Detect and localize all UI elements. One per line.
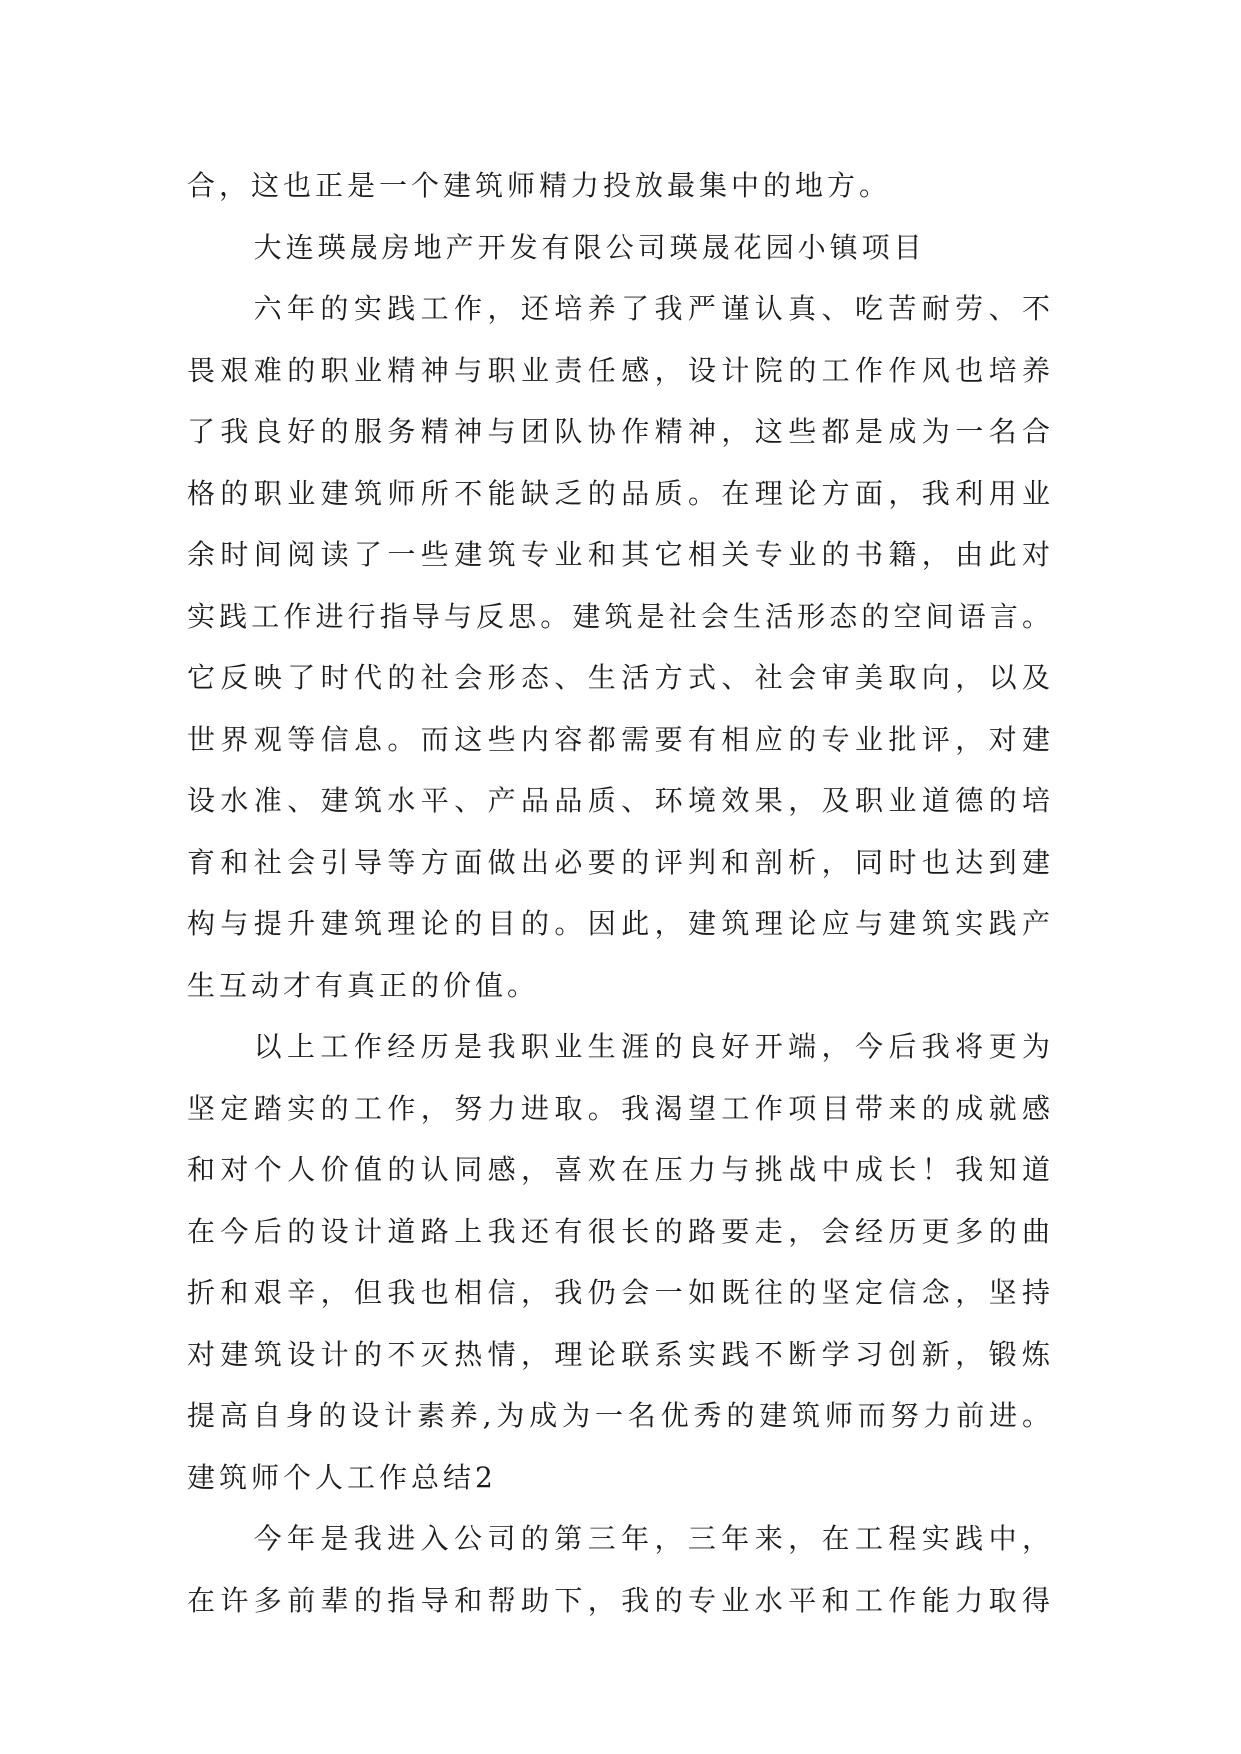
- text-line: 以上工作经历是我职业生涯的良好开端，今后我将更为: [253, 1030, 1054, 1063]
- text-line: 大连瑛晟房地产开发有限公司瑛晟花园小镇项目: [253, 230, 926, 264]
- paragraph-continuation: [187, 155, 1054, 217]
- text-line: 了我良好的服务精神与团队协作精神，这些都是成为一名合: [187, 415, 1054, 448]
- text-line: 对建筑设计的不灭热情，理论联系实践不断学习创新，锻炼: [187, 1337, 1054, 1371]
- text-line: 生互动才有真正的价值。: [187, 968, 540, 1002]
- text-line: 折和艰辛，但我也相信，我仍会一如既往的坚定信念，坚持: [187, 1276, 1054, 1309]
- text-line: 在今后的设计道路上我还有很长的路要走，会经历更多的曲: [187, 1214, 1054, 1248]
- text-line: 坚定踏实的工作，努力进取。我渴望工作项目带来的成就感: [187, 1091, 1054, 1125]
- text-line: 合，这也正是一个建筑师精力投放最集中的地方。: [187, 169, 892, 202]
- text-line: 和对个人价值的认同感，喜欢在压力与挑战中成长！我知道: [187, 1153, 1054, 1186]
- text-line: 格的职业建筑师所不能缺乏的品质。在理论方面，我利用业: [187, 476, 1054, 510]
- paragraph-practice: [187, 278, 1054, 1016]
- paragraph-project-name: [187, 217, 1054, 279]
- text-line: 提高自身的设计素养,为成为一名优秀的建筑师而努力前进。: [187, 1399, 1054, 1432]
- text-line: 世界观等信息。而这些内容都需要有相应的专业批评，对建: [187, 722, 1054, 756]
- section-heading: [187, 1447, 1054, 1509]
- text-line: 六年的实践工作，还培养了我严谨认真、吃苦耐劳、不: [253, 292, 1054, 325]
- paragraph-outlook: [187, 1016, 1054, 1447]
- text-line: 畏艰难的职业精神与职业责任感，设计院的工作作风也培养: [187, 353, 1054, 387]
- document-body: [187, 155, 1054, 1631]
- section-heading-text: 建筑师个人工作总结2: [187, 1460, 497, 1494]
- text-line: 实践工作进行指导与反思。建筑是社会生活形态的空间语言。: [187, 599, 1054, 633]
- text-line: 余时间阅读了一些建筑专业和其它相关专业的书籍，由此对: [187, 538, 1054, 571]
- text-line: 它反映了时代的社会形态、生活方式、社会审美取向，以及: [187, 661, 1054, 694]
- text-line: 育和社会引导等方面做出必要的评判和剖析，同时也达到建: [187, 845, 1054, 879]
- text-line: 在许多前辈的指导和帮助下，我的专业水平和工作能力取得: [187, 1583, 1054, 1617]
- text-line: 构与提升建筑理论的目的。因此，建筑理论应与建筑实践产: [187, 907, 1054, 940]
- text-line: 设水准、建筑水平、产品品质、环境效果，及职业道德的培: [187, 784, 1054, 817]
- paragraph-third-year: [187, 1508, 1054, 1631]
- text-line: 今年是我进入公司的第三年，三年来，在工程实践中，: [253, 1522, 1054, 1555]
